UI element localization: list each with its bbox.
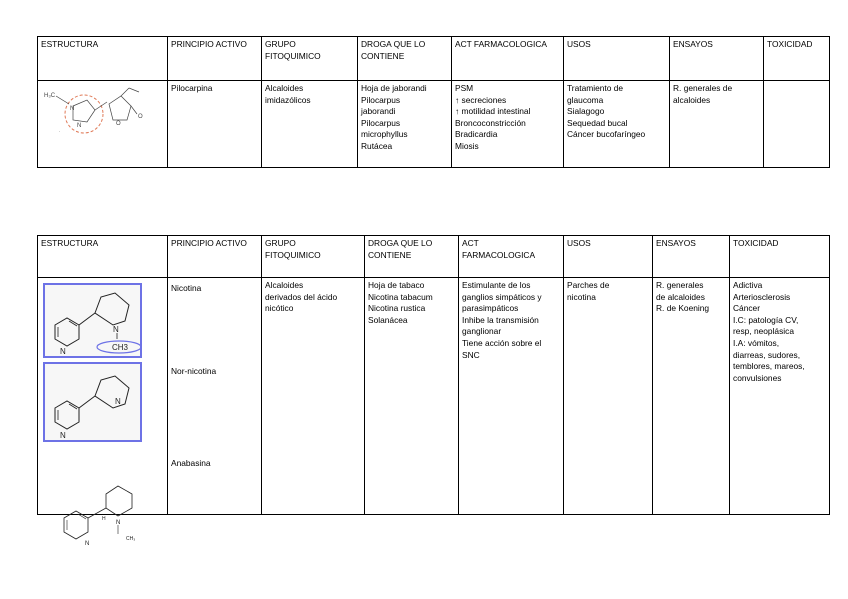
pyridine-n2-label: N xyxy=(60,431,66,440)
toxicidad-cell xyxy=(764,81,830,168)
header-ensayos: ENSAYOS xyxy=(653,236,730,278)
anabasine-h-label: H xyxy=(102,516,106,522)
anabasine-structure xyxy=(52,478,162,550)
imidazole-n2-label: N xyxy=(77,123,82,129)
act-farmacologica-cell: Estimulante de los ganglios simpáticos y parasimpáticos Inhibe la transmisión ganglionar Tiene acción sobre el SNC xyxy=(459,278,564,515)
principio-nornicotina: Nor-nicotina xyxy=(171,366,217,376)
lactone-o1-label: O xyxy=(116,121,121,127)
pilocarpine-table xyxy=(37,36,830,168)
imidazole-n1-label: N xyxy=(70,106,75,112)
nicotine-table xyxy=(37,235,830,547)
toxicidad-cell: Adictiva Arteriosclerosis Cáncer I.C: patología CV, resp, neoplásica I.A: vómitos, diarreas, sudores, temblores, mareos, convulsiones xyxy=(730,278,830,515)
principio-activo-cell xyxy=(168,278,262,515)
pyridine-n-label: N xyxy=(60,347,66,356)
principio-activo-cell: Pilocarpina xyxy=(168,81,262,168)
header-usos: USOS xyxy=(564,37,670,81)
anabasine-ch3-label: CH₃ xyxy=(126,536,136,542)
usos-cell: Parches de nicotina xyxy=(564,278,653,515)
header-act-farmacologica: ACT FARMACOLOGICA xyxy=(452,37,564,81)
principio-nicotina: Nicotina xyxy=(171,283,202,293)
ensayos-cell: R. generales de alcaloides R. de Koening xyxy=(653,278,730,515)
grupo-fitoquimico-cell: Alcaloides derivados del ácido nicótico xyxy=(262,278,365,515)
header-act-farmacologica: ACT FARMACOLOGICA xyxy=(459,236,564,278)
table-header-row xyxy=(38,236,830,278)
pilocarpine-structure-cell xyxy=(38,81,168,168)
nicotine-structures-cell xyxy=(38,278,168,547)
header-ensayos: ENSAYOS xyxy=(670,37,764,81)
lactone-o2-label: O xyxy=(138,114,143,120)
header-toxicidad: TOXICIDAD xyxy=(730,236,830,278)
header-estructura: ESTRUCTURA xyxy=(38,236,168,278)
nicotine-structure-pane xyxy=(43,283,142,358)
droga-cell: Hoja de tabaco Nicotina tabacum Nicotina rustica Solanácea xyxy=(365,278,459,515)
table-row xyxy=(38,278,830,515)
header-grupo-fitoquimico: GRUPO FITOQUIMICO xyxy=(262,37,358,81)
pyrrolidine-n2-label: N xyxy=(115,397,121,406)
svg-text:.: . xyxy=(59,128,61,134)
header-grupo-fitoquimico: GRUPO FITOQUIMICO xyxy=(262,236,365,278)
nicotine-structure xyxy=(45,285,140,356)
grupo-fitoquimico-cell: Alcaloides imidazólicos xyxy=(262,81,358,168)
pilocarpine-structure xyxy=(39,82,167,168)
ensayos-cell: R. generales de alcaloides xyxy=(670,81,764,168)
nornicotine-structure xyxy=(45,364,140,440)
header-toxicidad: TOXICIDAD xyxy=(764,37,830,81)
act-farmacologica-cell: PSM ↑ secreciones ↑ motilidad intestinal Broncoconstricción Bradicardia Miosis xyxy=(452,81,564,168)
methyl-ch3-label: CH3 xyxy=(112,343,129,352)
methyl-label: H₃C xyxy=(44,93,56,99)
header-principio-activo: PRINCIPIO ACTIVO xyxy=(168,37,262,81)
header-principio-activo: PRINCIPIO ACTIVO xyxy=(168,236,262,278)
header-estructura: ESTRUCTURA xyxy=(38,37,168,81)
pyrrolidine-n-label: N xyxy=(113,325,119,334)
nornicotine-structure-pane xyxy=(43,362,142,442)
anabasine-nh-label: N xyxy=(116,520,121,526)
principio-anabasina: Anabasina xyxy=(171,458,211,468)
droga-cell: Hoja de jaborandi Pilocarpus jaborandi Pilocarpus microphyllus Rutácea xyxy=(358,81,452,168)
header-usos: USOS xyxy=(564,236,653,278)
header-droga: DROGA QUE LO CONTIENE xyxy=(358,37,452,81)
anabasine-pyridine-n-label: N xyxy=(85,541,90,547)
table-row xyxy=(38,81,830,168)
table-header-row xyxy=(38,37,830,81)
usos-cell: Tratamiento de glaucoma Sialagogo Sequedad bucal Cáncer bucofaríngeo xyxy=(564,81,670,168)
header-droga: DROGA QUE LO CONTIENE xyxy=(365,236,459,278)
